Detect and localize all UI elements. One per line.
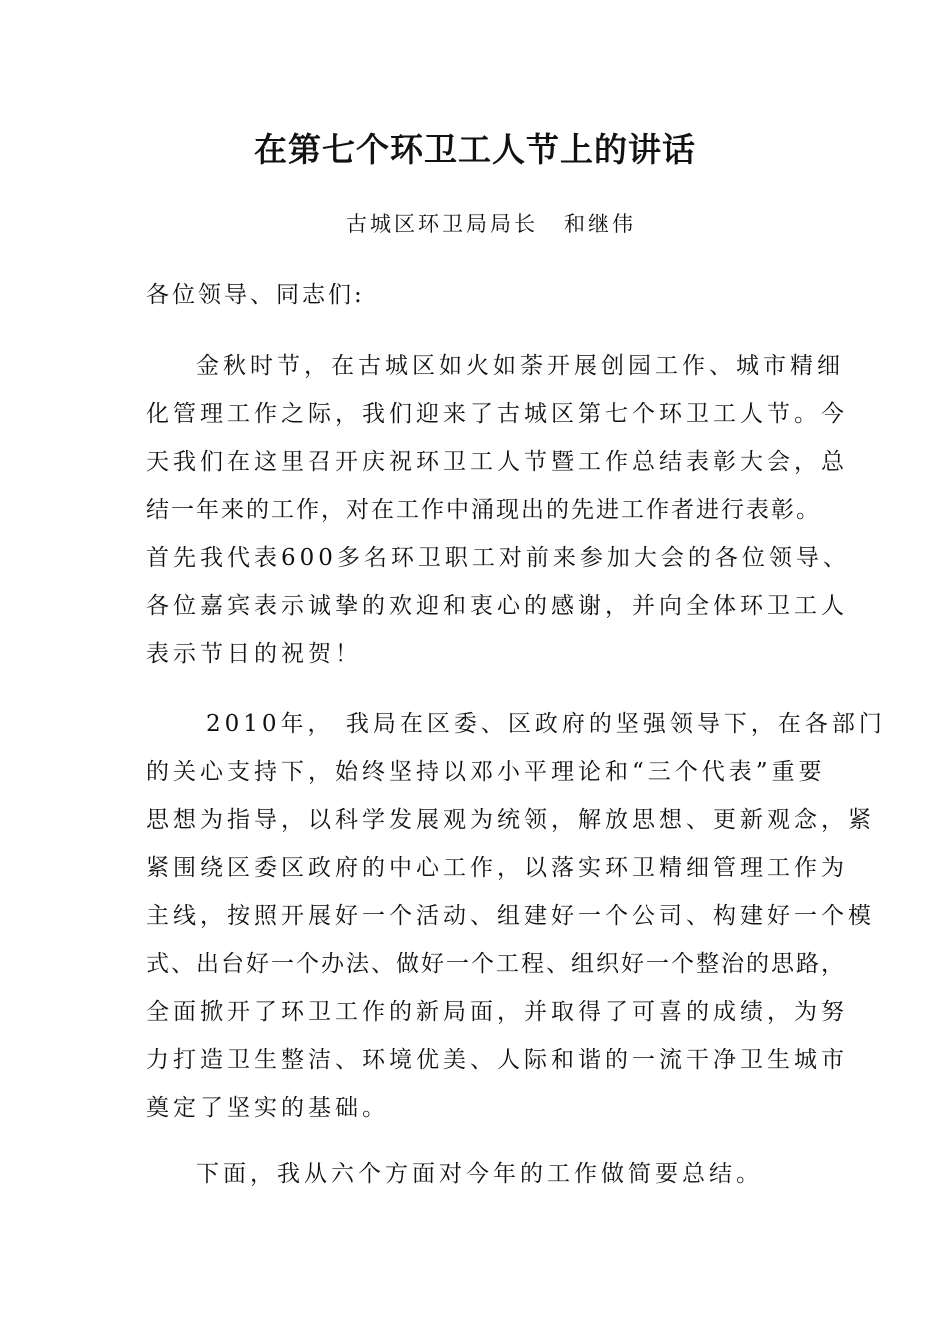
byline-org: 古城区环卫局局长 <box>346 212 538 236</box>
paragraph-1 <box>146 342 850 678</box>
byline-name: 和继伟 <box>564 212 636 236</box>
byline <box>346 208 636 240</box>
paragraph-line: 天我们在这里召开庆祝环卫工人节暨工作总结表彰大会，总 <box>146 449 848 475</box>
paragraph-line: 的关心支持下，始终坚持以邓小平理论和“三个代表”重要 <box>146 759 826 785</box>
paragraph-line: 全面掀开了环卫工作的新局面，并取得了可喜的成绩，为努 <box>146 999 848 1025</box>
paragraph-3 <box>146 1150 836 1198</box>
paragraph-line: 式、出台好一个办法、做好一个工程、组织好一个整治的思路， <box>146 951 846 977</box>
paragraph-2 <box>146 700 886 1132</box>
paragraph-line: 奠定了坚实的基础。 <box>146 1095 389 1121</box>
salutation: 各位领导、同志们: <box>146 282 365 308</box>
document-title: 在第七个环卫工人节上的讲话 <box>254 130 696 169</box>
paragraph-line: 结一年来的工作，对在工作中涌现出的先进工作者进行表彰。 <box>146 497 821 523</box>
paragraph-line: 化管理工作之际，我们迎来了古城区第七个环卫工人节。今 <box>146 401 848 427</box>
paragraph-line: 金秋时节，在古城区如火如荼开展创园工作、城市精细 <box>196 353 844 379</box>
paragraph-line: 各位嘉宾表示诚挚的欢迎和衷心的感谢，并向全体环卫工人 <box>146 593 848 619</box>
paragraph-line: 下面，我从六个方面对今年的工作做简要总结。 <box>196 1161 763 1187</box>
paragraph-line: 表示节日的祝贺！ <box>146 641 362 667</box>
paragraph-line: 2010年， 我局在区委、区政府的坚强领导下，在各部门 <box>206 711 886 737</box>
paragraph-line: 主线，按照开展好一个活动、组建好一个公司、构建好一个模 <box>146 903 875 929</box>
paragraph-line: 力打造卫生整洁、环境优美、人际和谐的一流干净卫生城市 <box>146 1047 848 1073</box>
paragraph-line: 首先我代表600多名环卫职工对前来参加大会的各位领导、 <box>146 545 850 571</box>
paragraph-line: 思想为指导，以科学发展观为统领，解放思想、更新观念，紧 <box>146 807 875 833</box>
paragraph-line: 紧围绕区委区政府的中心工作，以落实环卫精细管理工作为 <box>146 855 848 881</box>
